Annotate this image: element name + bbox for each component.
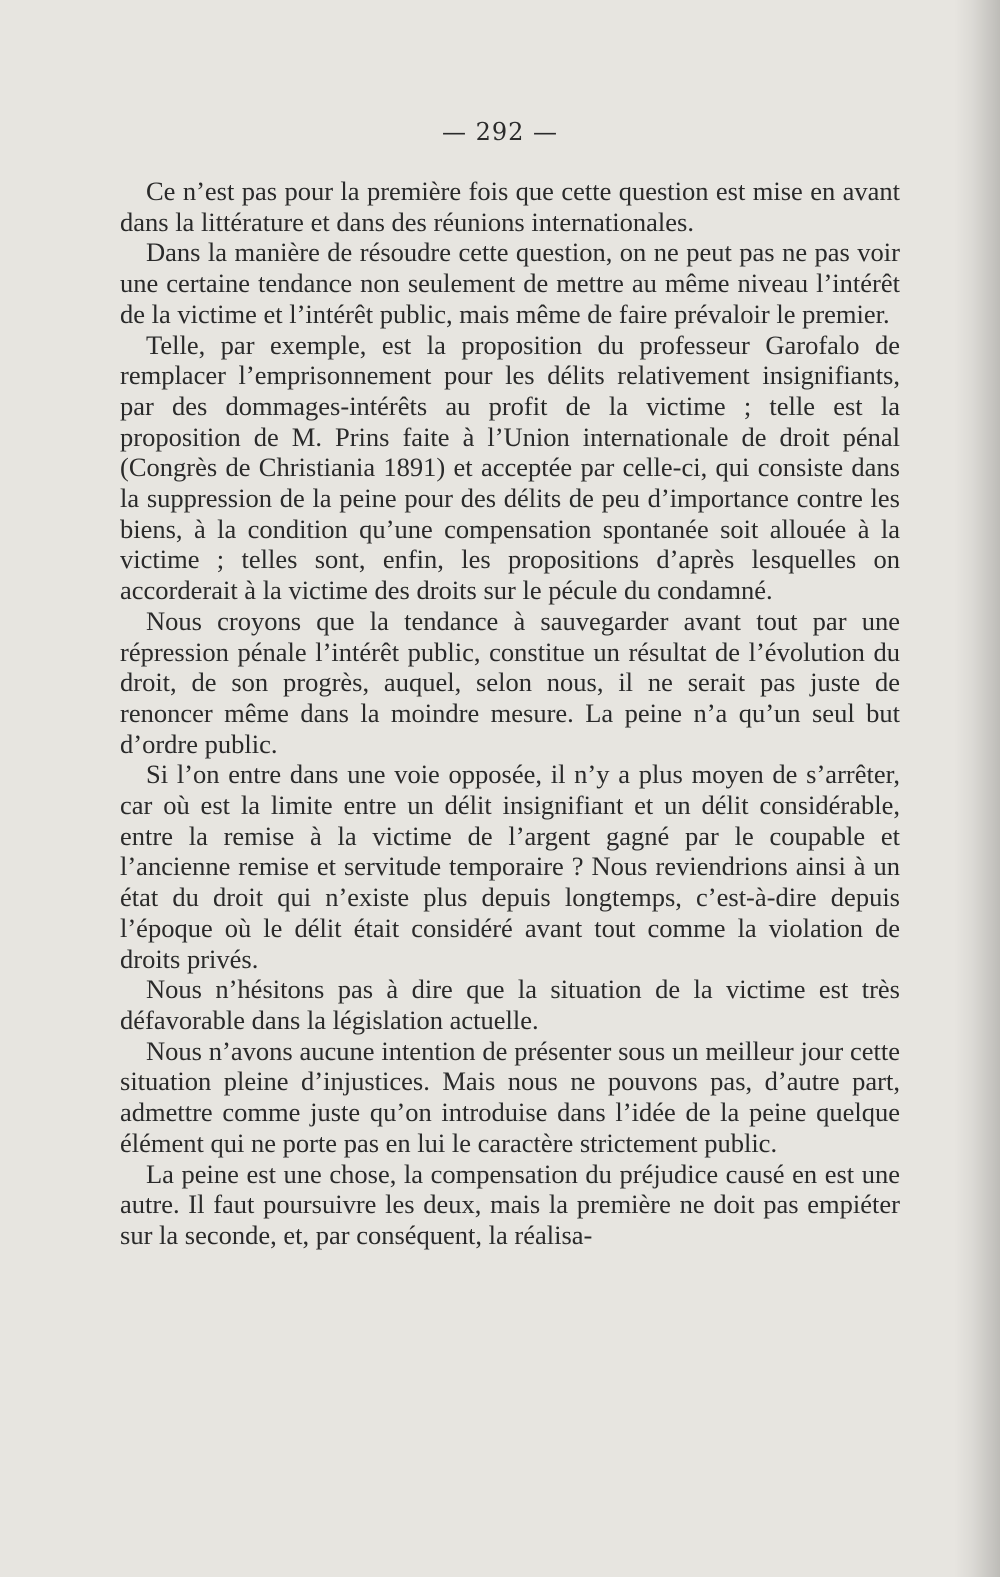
paragraph: Telle, par exemple, est la proposition du professeur Garofalo de remplacer l’emprisonnement pour les délits relativement insignifiants, par des dommages-intérêts au profit de la victime ; telle est la proposition de M. Prins faite à l’Union internationale de droit pénal (Congrès de Christiania 1891) et acceptée par celle-ci, qui consiste dans la suppression de la peine pour des délits de peu d’importance contre les biens, à la condition qu’une compensation spontanée soit allouée à la victime ; telles sont, enfin, les propositions d’après lesquelles on accorderait à la victime des droits sur le pécule du condamné.	[120, 329, 900, 606]
paragraph: Si l’on entre dans une voie opposée, il n’y a plus moyen de s’arrêter, car où est la limite entre un délit insignifiant et un délit considérable, entre la remise à la victime de l’argent gagné par le coupable et l’ancienne remise et servitude temporaire ? Nous reviendrions ainsi à un état du droit qui n’existe plus depuis longtemps, c’est-à-dire depuis l’époque où le délit était considéré avant tout comme la violation de droits privés.	[120, 759, 900, 974]
paragraph: Nous croyons que la tendance à sauvegarder avant tout par une répression pénale l’intérêt public, constitue un résultat de l’évolution du droit, de son progrès, auquel, selon nous, il ne serait pas juste de renoncer même dans la moindre mesure. La peine n’a qu’un seul but d’ordre public.	[120, 605, 900, 759]
paragraph: Nous n’hésitons pas à dire que la situation de la victime est très défavorable dans la législation actuelle.	[120, 974, 900, 1035]
paragraph: La peine est une chose, la compensation du préjudice causé en est une autre. Il faut poursuivre les deux, mais la première ne doit pas empiéter sur la seconde, et, par conséquent, la réalisa-	[120, 1158, 900, 1250]
page-edge-shadow	[954, 0, 1000, 1577]
paragraph: Dans la manière de résoudre cette question, on ne peut pas ne pas voir une certaine tendance non seulement de mettre au même niveau l’intérêt de la victime et l’intérêt public, mais même de faire prévaloir le premier.	[120, 237, 900, 329]
paragraph: Nous n’avons aucune intention de présenter sous un meilleur jour cette situation pleine d’injustices. Mais nous ne pouvons pas, d’autre part, admettre comme juste qu’on introduise dans l’idée de la peine quelque élément qui ne porte pas en lui le caractère strictement public.	[120, 1035, 900, 1158]
body-text	[120, 176, 900, 1251]
page-number: — 292 —	[441, 118, 559, 146]
paragraph: Ce n’est pas pour la première fois que cette question est mise en avant dans la littérature et dans des réunions internationales.	[120, 176, 900, 237]
